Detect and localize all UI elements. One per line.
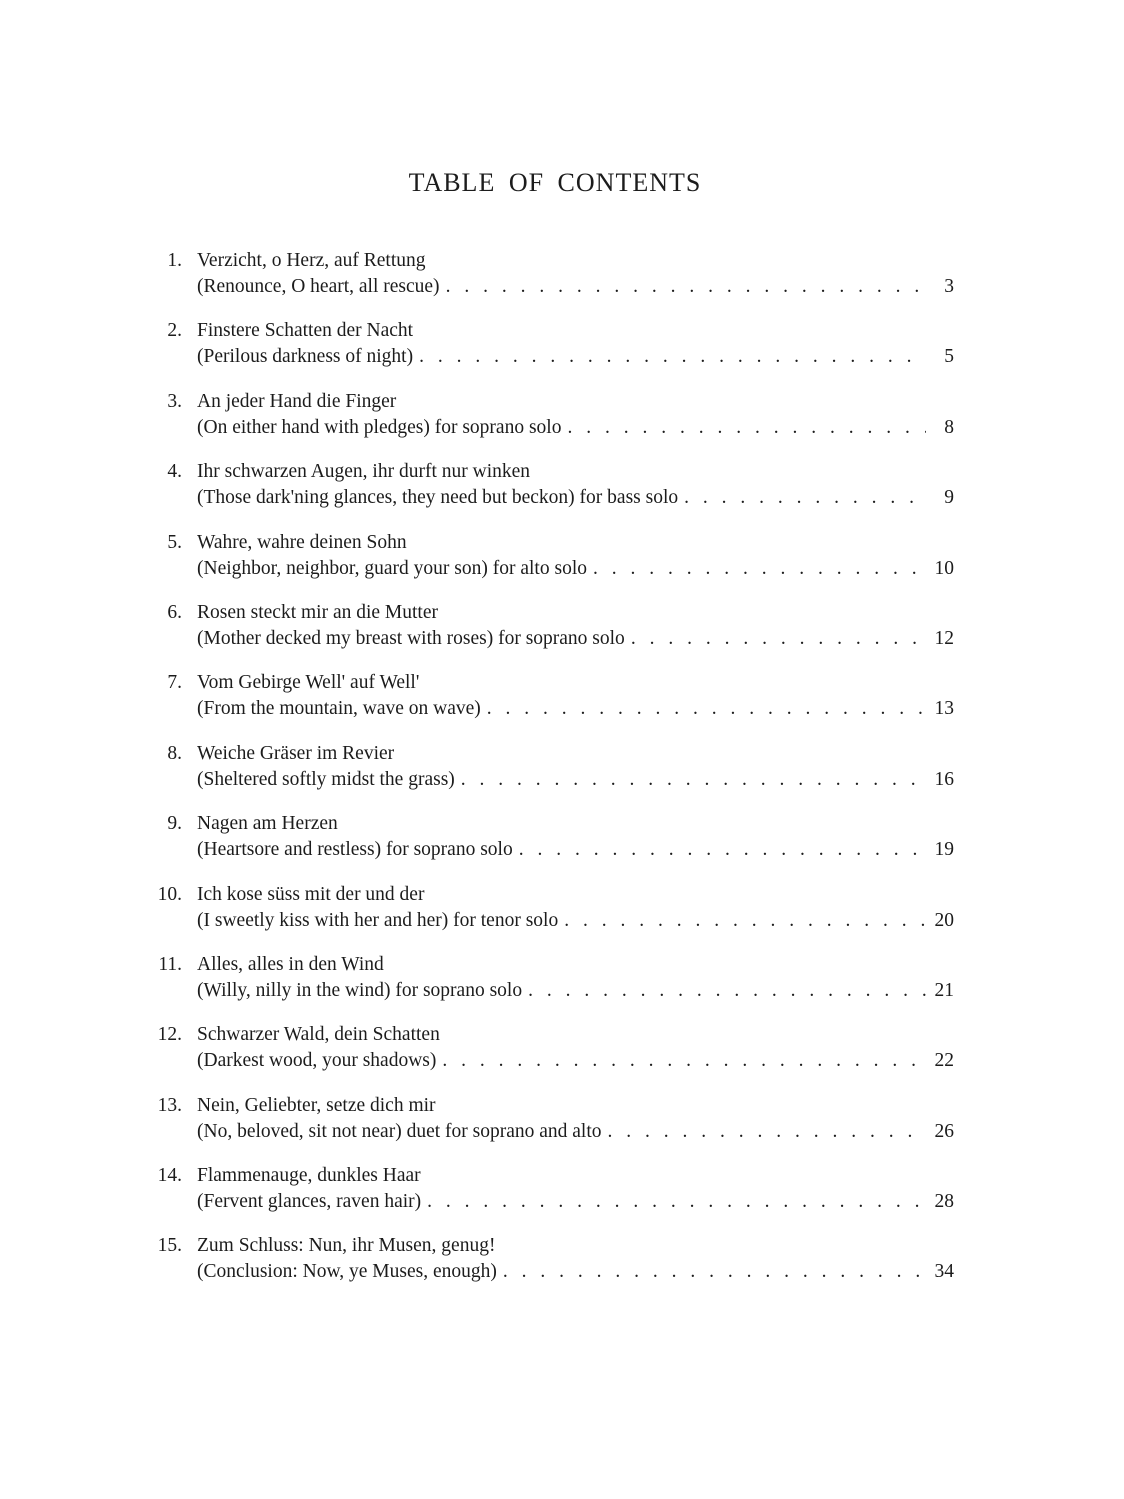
dot-leader: [593, 556, 926, 582]
entry-page-number: 20: [934, 909, 954, 931]
dot-leader: [519, 837, 926, 863]
entry-number: 13.: [157, 1094, 182, 1116]
entry-number: 6.: [167, 601, 182, 623]
toc-entry: [150, 1233, 954, 1303]
entry-english-title: (No, beloved, sit not near) duet for soprano and alto: [197, 1120, 602, 1142]
entry-german-title: Nagen am Herzen: [197, 813, 338, 835]
entry-english-line: [197, 767, 954, 793]
entry-english-title: (Those dark'ning glances, they need but beckon) for bass solo: [197, 487, 679, 509]
entry-english-line: [197, 1048, 954, 1074]
entry-english-title: (Willy, nilly in the wind) for soprano solo: [197, 979, 523, 1001]
entry-number: 10.: [157, 883, 182, 905]
entry-german-title: Rosen steckt mir an die Mutter: [197, 601, 438, 623]
dot-leader: [487, 696, 926, 722]
entry-german-title: Wahre, wahre deinen Sohn: [197, 531, 407, 553]
table-of-contents: [150, 248, 954, 1304]
dot-leader: [446, 274, 926, 300]
dot-leader: [684, 485, 926, 511]
entry-page-number: 9: [944, 487, 954, 509]
entry-german-title: Zum Schluss: Nun, ihr Musen, genug!: [197, 1235, 496, 1257]
entry-number: 11.: [158, 953, 182, 975]
entry-english-title: (From the mountain, wave on wave): [197, 698, 481, 720]
entry-english-title: (Renounce, O heart, all rescue): [197, 276, 440, 297]
entry-page-number: 21: [934, 979, 954, 1001]
entry-german-title: Alles, alles in den Wind: [197, 953, 384, 975]
entry-english-title: (Heartsore and restless) for soprano solo: [197, 839, 513, 861]
entry-english-title: (Sheltered softly midst the grass): [197, 768, 455, 790]
entry-english-line: [197, 556, 954, 582]
entry-english-title: (Darkest wood, your shadows): [197, 1050, 437, 1072]
entry-number: 3.: [167, 390, 182, 412]
entry-number: 9.: [167, 813, 182, 835]
entry-page-number: 13: [934, 698, 954, 720]
toc-entry: [150, 952, 954, 1022]
entry-german-title: Finstere Schatten der Nacht: [197, 320, 414, 342]
page-title: TABLE OF CONTENTS: [408, 168, 702, 197]
entry-page-number: 12: [934, 627, 954, 649]
dot-leader: [427, 1189, 926, 1215]
dot-leader: [567, 415, 926, 441]
entry-english-title: (I sweetly kiss with her and her) for tenor solo: [197, 909, 559, 931]
toc-entry: [150, 530, 954, 600]
dot-leader: [564, 908, 926, 934]
toc-entry: [150, 1093, 954, 1163]
entry-english-line: [197, 1259, 954, 1285]
entry-german-title: Vom Gebirge Well' auf Well': [197, 672, 420, 694]
entry-page-number: 8: [944, 416, 954, 438]
entry-number: 1.: [167, 250, 182, 271]
entry-german-title: Ich kose süss mit der und der: [197, 883, 425, 905]
entry-english-title: (On either hand with pledges) for soprano solo: [197, 416, 562, 438]
entry-english-title: (Conclusion: Now, ye Muses, enough): [197, 1261, 497, 1283]
toc-entry: [150, 600, 954, 670]
entry-german-title: Schwarzer Wald, dein Schatten: [197, 1024, 440, 1046]
toc-entry: [150, 248, 954, 318]
toc-entry: [150, 670, 954, 740]
toc-entry: [150, 882, 954, 952]
toc-entry: [150, 459, 954, 529]
entry-english-line: [197, 908, 954, 934]
entry-page-number: 10: [934, 557, 954, 579]
entry-english-line: [197, 1189, 954, 1215]
entry-page-number: 3: [944, 276, 954, 297]
entry-english-title: (Fervent glances, raven hair): [197, 1191, 422, 1213]
dot-leader: [503, 1259, 926, 1285]
entry-english-line: [197, 626, 954, 652]
entry-german-title: An jeder Hand die Finger: [197, 390, 397, 412]
entry-number: 12.: [157, 1024, 182, 1046]
dot-leader: [528, 978, 926, 1004]
entry-german-title: Weiche Gräser im Revier: [197, 742, 395, 764]
toc-entry: [150, 741, 954, 811]
entry-english-line: [197, 978, 954, 1004]
entry-english-line: [197, 696, 954, 722]
entry-english-line: [197, 1119, 954, 1145]
toc-entry: [150, 1022, 954, 1092]
entry-number: 14.: [157, 1165, 182, 1187]
entry-page-number: 22: [934, 1050, 954, 1072]
entry-number: 7.: [167, 672, 182, 694]
entry-number: 8.: [167, 742, 182, 764]
entry-number: 2.: [167, 320, 182, 342]
entry-german-title: Flammenauge, dunkles Haar: [197, 1165, 421, 1187]
entry-german-title: Nein, Geliebter, setze dich mir: [197, 1094, 436, 1116]
entry-english-title: (Mother decked my breast with roses) for soprano solo: [197, 627, 625, 649]
entry-number: 4.: [167, 461, 182, 483]
entry-page-number: 28: [934, 1191, 954, 1213]
entry-english-line: [197, 485, 954, 511]
entry-english-line: [197, 837, 954, 863]
entry-english-title: (Perilous darkness of night): [197, 346, 414, 368]
entry-page-number: 26: [934, 1120, 954, 1142]
entry-page-number: 34: [934, 1261, 954, 1283]
entry-page-number: 16: [934, 768, 954, 790]
entry-number: 5.: [167, 531, 182, 553]
dot-leader: [419, 344, 926, 370]
toc-entry: [150, 318, 954, 388]
entry-german-title: Ihr schwarzen Augen, ihr durft nur winken: [197, 461, 531, 483]
dot-leader: [631, 626, 926, 652]
entry-german-title: Verzicht, o Herz, auf Rettung: [197, 250, 426, 271]
toc-entry: [150, 389, 954, 459]
entry-english-line: [197, 274, 954, 300]
entry-page-number: 19: [934, 839, 954, 861]
toc-entry: [150, 811, 954, 881]
toc-entry: [150, 1163, 954, 1233]
entry-english-line: [197, 415, 954, 441]
entry-number: 15.: [157, 1235, 182, 1257]
dot-leader: [461, 767, 926, 793]
dot-leader: [442, 1048, 926, 1074]
entry-page-number: 5: [944, 346, 954, 368]
dot-leader: [608, 1119, 926, 1145]
entry-english-line: [197, 344, 954, 370]
entry-english-title: (Neighbor, neighbor, guard your son) for alto solo: [197, 557, 587, 579]
